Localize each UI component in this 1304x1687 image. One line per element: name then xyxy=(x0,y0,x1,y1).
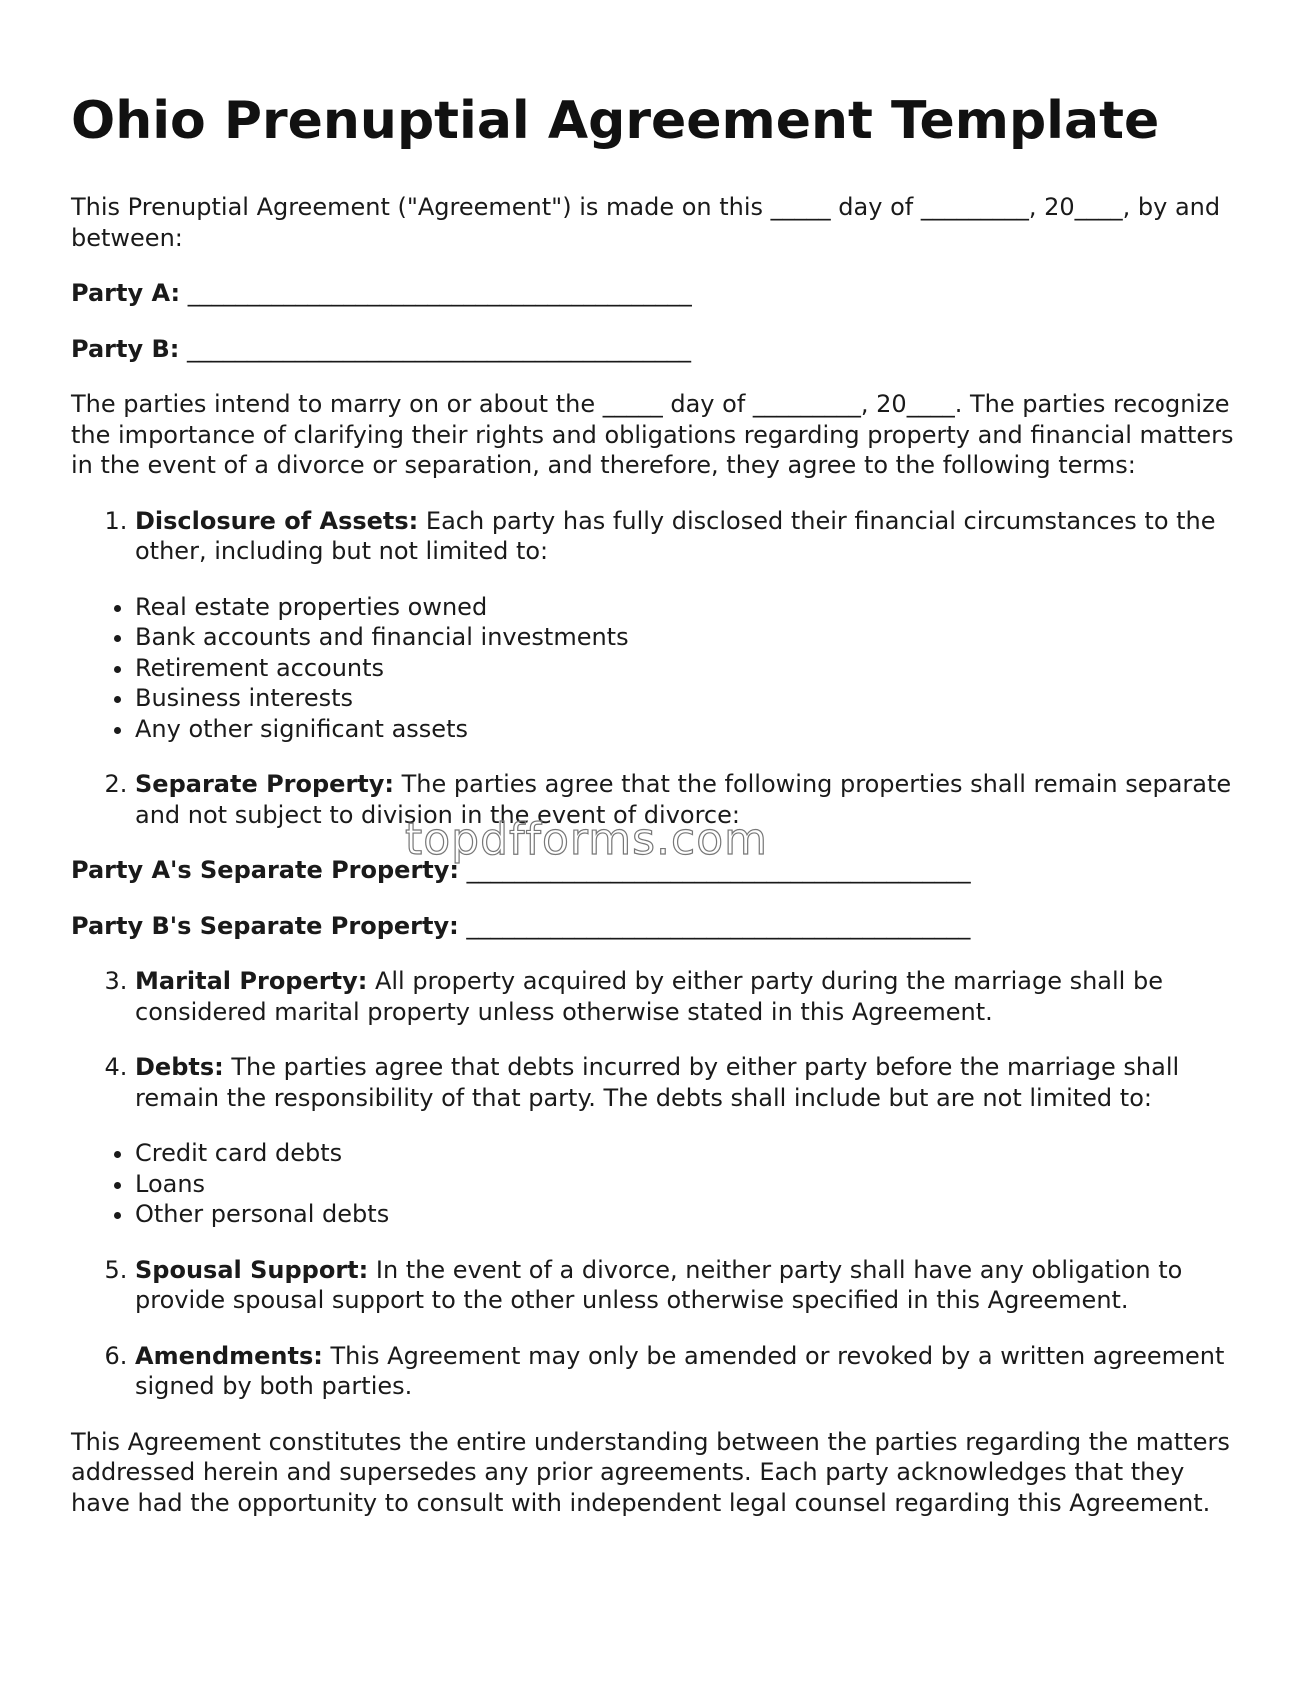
party-a-label: Party A: xyxy=(71,279,181,307)
term-text: All property acquired by either party during the marriage shall be considered marital property unless otherwise stated in this Agreement. xyxy=(135,967,1163,1026)
debts-list xyxy=(71,1138,1243,1230)
watermark-logo: topdfforms.com xyxy=(405,814,768,865)
list-item: • Business interests xyxy=(135,683,1243,714)
party-a-blank: __________________________________________ xyxy=(180,279,692,307)
term-amendments xyxy=(135,1341,1243,1402)
terms-list-2 xyxy=(71,769,1243,830)
terms-list-3 xyxy=(71,966,1243,1113)
term-heading: Disclosure of Assets: xyxy=(135,506,419,535)
list-item: • Bank accounts and financial investments xyxy=(135,622,1243,653)
term-heading: Separate Property: xyxy=(135,770,394,798)
assets-list xyxy=(71,592,1243,745)
party-b-blank: __________________________________________ xyxy=(179,334,691,363)
list-item: • Retirement accounts xyxy=(135,653,1243,684)
party-a-separate-label: Party A's Separate Property: xyxy=(71,856,460,884)
term-heading: Amendments: xyxy=(135,1341,323,1370)
term-heading: Marital Property: xyxy=(135,967,368,995)
term-text: Each party has fully disclosed their financial circumstances to the other, including but not limited to: xyxy=(135,506,1216,565)
party-b-label: Party B: xyxy=(71,334,180,363)
term-spousal-support xyxy=(135,1255,1243,1316)
closing-paragraph: This Agreement constitutes the entire understanding between the parties regarding the matters addressed herein and supersedes any prior agreements. Each party acknowledges that they have had the opportunity to consult with independent legal counsel regarding this Agreement. xyxy=(71,1427,1230,1517)
party-b-separate-label: Party B's Separate Property: xyxy=(71,911,459,940)
term-text: The parties agree that debts incurred by either party before the marriage shall remain the responsibility of that party. The debts shall include but are not limited to: xyxy=(135,1053,1180,1112)
term-heading: Spousal Support: xyxy=(135,1255,369,1284)
terms-list-1 xyxy=(71,506,1243,567)
term-debts xyxy=(135,1052,1243,1113)
document-title: Ohio Prenuptial Agreement Template xyxy=(71,91,1160,151)
terms-list-5 xyxy=(71,1255,1243,1402)
list-item: • Other personal debts xyxy=(135,1199,1243,1230)
list-item: • Any other significant assets xyxy=(135,714,1243,745)
list-item: • Real estate properties owned xyxy=(135,592,1243,623)
document-page xyxy=(71,88,1243,1543)
party-a-separate-property-line xyxy=(71,855,1243,886)
marriage-paragraph: The parties intend to marry on or about the _____ day of _________, 20____. The parties recognize the importance of clarifying their rights and obligations regarding property and financial matters in the event of a divorce or separation, and therefore, they agree to the following terms: xyxy=(71,390,1234,479)
term-marital-property xyxy=(135,966,1243,1027)
party-a-separate-blank: __________________________________________ xyxy=(459,856,971,884)
list-item: • Loans xyxy=(135,1169,1243,1200)
intro-paragraph: This Prenuptial Agreement ("Agreement") is made on this _____ day of _________, 20____, by and between: xyxy=(71,193,1221,252)
list-item: • Credit card debts xyxy=(135,1138,1243,1169)
party-a-line xyxy=(71,278,1243,309)
party-b-line xyxy=(71,334,1243,365)
term-heading: Debts: xyxy=(135,1053,224,1081)
term-disclosure-of-assets xyxy=(135,506,1243,567)
term-text: In the event of a divorce, neither party shall have any obligation to provide spousal support to the other unless otherwise specified in this Agreement. xyxy=(135,1255,1183,1314)
term-separate-property xyxy=(135,769,1243,830)
term-text: This Agreement may only be amended or revoked by a written agreement signed by both parties. xyxy=(135,1341,1225,1400)
term-text: The parties agree that the following properties shall remain separate and not subject to division in the event of divorce: xyxy=(135,770,1232,829)
party-b-separate-property-line xyxy=(71,911,1243,942)
party-b-separate-blank: __________________________________________ xyxy=(458,911,971,940)
